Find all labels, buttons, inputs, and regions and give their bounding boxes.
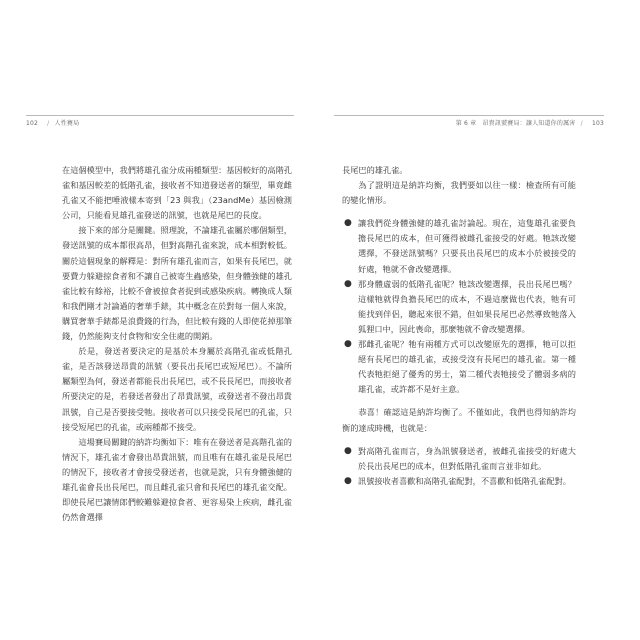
bullet-item: [342, 216, 576, 276]
bullet-item: [342, 474, 576, 489]
bullet-text: 那身體虛弱的低階孔雀呢？牠該改變選擇，長出長尾巴嗎？這樣牠就得負擔長尾巴的成本，不過這麼做也代表，牠有可能找到伴侶，聽起來很不錯，但如果長尾巴必然導致牠落入狐狸口中，因此喪命，那麼牠就不會改變選擇。: [358, 278, 576, 334]
bullet-item: [342, 444, 576, 474]
bullet-text: 對高階孔雀而言，身為訊號發送者，被雌孔雀接受的好處大於長出長尾巴的成本，但對低階孔雀而言並非如此。: [358, 445, 576, 471]
bullet-item: [342, 337, 576, 397]
bullet-dot-icon: ●: [344, 475, 352, 486]
left-page-number: 102: [26, 120, 39, 127]
right-chapter-label: 第 6 章: [455, 120, 477, 127]
bullet-dot-icon: ●: [344, 339, 352, 350]
right-page-body: [342, 163, 576, 497]
header-separator: /: [47, 120, 50, 127]
continued-line: 長尾巴的雄孔雀。: [342, 165, 408, 175]
body-paragraph: 恭喜！確認這是納許均衡了。不僅如此，我們也得知納許均衡的達成時機，也就是：: [342, 407, 576, 433]
bullet-text: 訊號接收者喜歡和高階孔雀配對，不喜歡和低階孔雀配對。: [358, 475, 571, 486]
left-page-body: [62, 163, 292, 525]
body-paragraph: 接下來的部分是關鍵。照理說，不論雄孔雀屬於哪個類型，發送訊號的成本都很高昂，但對高階孔雀來說，成本相對較低。關於這個現象的解釋是：對所有雄孔雀而言，如果有長尾巴，就要費力躲避掠食者和不讓自己被寄生蟲感染，但身體強健的雄孔雀比較有餘裕，比較不會被掠食者捉到或感染疾病。轉換成人類和我們剛才討論過的奢華手錶，其中概念在於對每一個人來說，購買奢華手錶都是浪費錢的行為，但比較有錢的人即使花掉那筆錢，仍然能夠支付食物和安全住處的開銷。: [62, 225, 292, 342]
bullet-item: [342, 277, 576, 337]
left-running-header: [26, 118, 79, 127]
right-header-rule: [334, 115, 604, 116]
body-paragraph: 為了證明這是納許均衡，我們要如以往一樣：檢查所有可能的變化情形。: [342, 180, 576, 206]
body-paragraph: 在這個模型中，我們將雄孔雀分成兩種類型：基因較好的高階孔雀和基因較差的低階孔雀，接收者不知道發送者的類型，畢竟雌孔雀又不能把唾液樣本寄到「23 與我」（23andMe）基因檢測公司，只能看見雄孔雀發送的訊號，也就是尾巴的長度。: [62, 165, 292, 221]
bullet-text: 讓我們從身體強健的雄孔雀討論起。現在，這隻雄孔雀要負擔長尾巴的成本，但可獲得被雌孔雀接受的好處。牠該改變選擇，不發送訊號嗎？只要長出長尾巴的成本小於被接受的好處，牠就不會改變選擇。: [358, 218, 576, 274]
bullet-dot-icon: ●: [344, 445, 352, 456]
bullet-dot-icon: ●: [344, 278, 352, 289]
right-chapter-title: 昂貴訊號賽局：讓人知道你的厲害: [482, 120, 576, 127]
right-running-header: [456, 118, 604, 127]
body-paragraph: 這場賽局關鍵的納許均衡如下：唯有在發送者是高階孔雀的情況下，雄孔雀才會發出昂貴訊號，而且唯有在雄孔雀是長尾巴的情況下，接收者才會接受發送者，也就是說，只有身體強健的雄孔雀會長出長尾巴，而且雌孔雀只會和長尾巴的雄孔雀交配。即使長尾巴讓情郎們較難躲避掠食者、更容易染上疾病，雌孔雀仍然會選擇: [62, 436, 292, 523]
bullet-text: 那雌孔雀呢？牠有兩種方式可以改變原先的選擇，牠可以拒絕有長尾巴的雄孔雀，或接受沒有長尾巴的雄孔雀。第一種代表牠拒絕了優秀的男士，第二種代表牠接受了體弱多病的雄孔雀，或許都不是好主意。: [358, 339, 576, 395]
left-header-rule: [26, 115, 294, 116]
left-book-title: 人性賽局: [54, 120, 80, 127]
right-page-number: 103: [591, 120, 604, 127]
header-separator: /: [580, 120, 583, 127]
body-paragraph: 於是，發送者要決定的是基於本身屬於高階孔雀或低階孔雀，是否該發送昂貴的訊號（要長出長尾巴或短尾巴）。不論所屬類型為何，發送者都能長出長尾巴，或不長長尾巴，而接收者所要決定的是，若發送者發出了昂貴訊號，或發送者不發出昂貴訊號，自己是否要接受牠。接收者可以只接受長尾巴的孔雀，只接受短尾巴的孔雀，或兩種都不接受。: [62, 346, 292, 432]
bullet-list: [342, 444, 576, 489]
bullet-list: [342, 216, 576, 397]
bullet-dot-icon: ●: [344, 218, 352, 229]
